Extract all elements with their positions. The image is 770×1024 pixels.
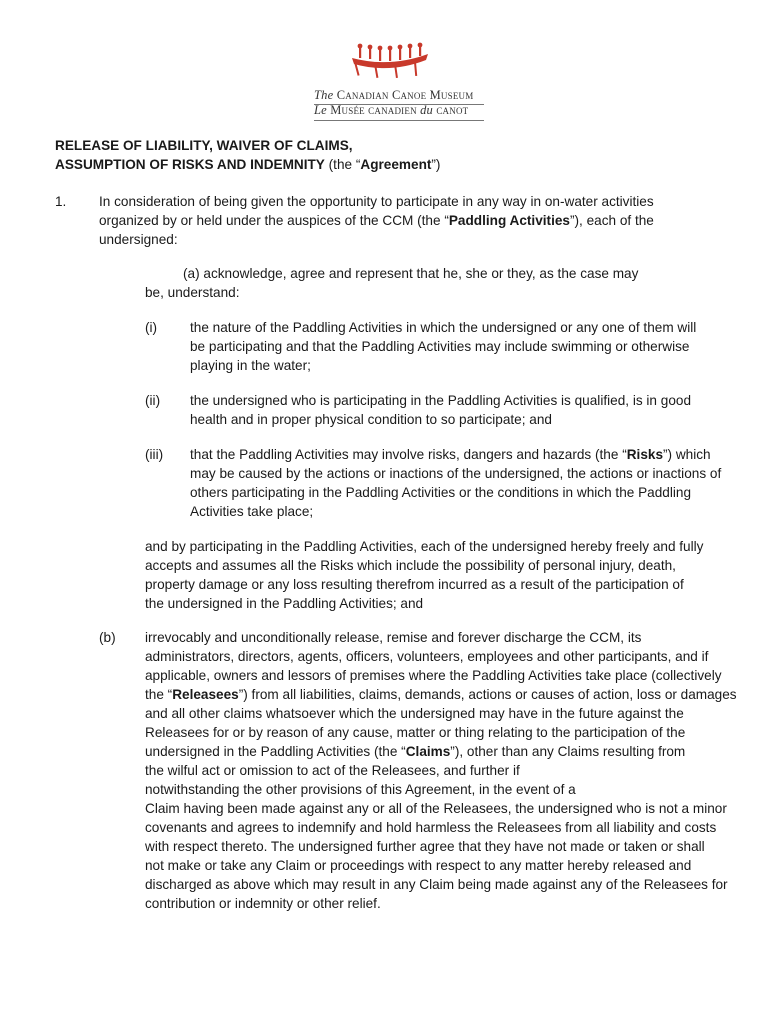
- section-intro-line: In consideration of being given the opportunity to participate in any way in on-water activities: [99, 194, 654, 209]
- section-intro-line: organized by or held under the auspices of the CCM (the “Paddling Activities”), each of the: [99, 213, 654, 228]
- clause-a-line: (a) acknowledge, agree and represent that he, she or they, as the case may: [183, 266, 639, 281]
- risk-paragraph-line: the undersigned in the Paddling Activities; and: [145, 596, 424, 611]
- clause-b-line: notwithstanding the other provisions of this Agreement, in the event of a: [145, 782, 576, 797]
- clause-b-line: with respect thereto. The undersigned further agree that they have not made or taken or shall: [145, 839, 705, 854]
- item-line: be participating and that the Paddling Activities may include swimming or otherwise: [190, 339, 690, 354]
- section-number: 1.: [55, 194, 67, 209]
- item-line: may be caused by the actions or inactions of the undersigned, the actions or inactions of: [190, 466, 722, 481]
- item-label: (ii): [145, 393, 161, 408]
- logo-text-french: Le Musée canadien du canot: [314, 103, 469, 117]
- logo-divider: [314, 120, 484, 121]
- item-line: playing in the water;: [190, 358, 311, 373]
- item-line: others participating in the Paddling Activities or the conditions in which the Paddling: [190, 485, 692, 500]
- risk-paragraph-line: and by participating in the Paddling Activities, each of the undersigned hereby freely and fully: [145, 539, 704, 554]
- item-line: the nature of the Paddling Activities in which the undersigned or any one of them will: [190, 320, 697, 335]
- clause-b-line: Releasees for or by reason of any cause, matter or thing relating to the participation of the: [145, 725, 686, 740]
- item-line: health and in proper physical condition to so participate; and: [190, 412, 552, 427]
- clause-b-line: Claim having been made against any or all of the Releasees, the undersigned who is not a minor: [145, 801, 727, 816]
- item-label: (i): [145, 320, 158, 335]
- clause-b-line: irrevocably and unconditionally release, remise and forever discharge the CCM, its: [145, 630, 642, 645]
- document-title-line2: ASSUMPTION OF RISKS AND INDEMNITY (the “Agreement”): [55, 157, 441, 172]
- clause-b-line: contribution or indemnity or other relief.: [145, 896, 381, 911]
- clause-b-line: the wilful act or omission to act of the Releasees, and further if: [145, 763, 520, 778]
- clause-b-line: the “Releasees”) from all liabilities, claims, demands, actions or causes of action, loss or damages: [145, 687, 737, 702]
- item-line: Activities take place;: [190, 504, 314, 519]
- risk-paragraph-line: accepts and assumes all the Risks which include the possibility of personal injury, death,: [145, 558, 676, 573]
- canoe-paddlers-icon: [350, 40, 430, 80]
- item-line: the undersigned who is participating in the Paddling Activities is qualified, is in good: [190, 393, 692, 408]
- clause-b-line: applicable, owners and lessors of premises where the Paddling Activities take place (collectively: [145, 668, 722, 683]
- clause-b-line: administrators, directors, agents, officers, volunteers, employees and other participants, and if: [145, 649, 709, 664]
- clause-b-label: (b): [99, 630, 116, 645]
- clause-b-line: not make or take any Claim or proceedings with respect to any matter hereby released and: [145, 858, 692, 873]
- risk-paragraph-line: property damage or any loss resulting therefrom incurred as a result of the participation of: [145, 577, 684, 592]
- clause-b-line: covenants and agrees to indemnify and hold harmless the Releasees from all liability and costs: [145, 820, 717, 835]
- section-intro-line: undersigned:: [99, 232, 178, 247]
- clause-a-line: be, understand:: [145, 285, 240, 300]
- clause-b-line: discharged as above which may result in any Claim being made against any of the Releasees for: [145, 877, 728, 892]
- item-line: that the Paddling Activities may involve risks, dangers and hazards (the “Risks”) which: [190, 447, 711, 462]
- clause-b-line: undersigned in the Paddling Activities (the “Claims”), other than any Claims resulting from: [145, 744, 686, 759]
- item-label: (iii): [145, 447, 164, 462]
- document-title-line1: RELEASE OF LIABILITY, WAIVER OF CLAIMS,: [55, 138, 353, 153]
- logo-text-english: The Canadian Canoe Museum: [314, 88, 474, 102]
- clause-b-line: and all other claims whatsoever which the undersigned may have in the future against the: [145, 706, 684, 721]
